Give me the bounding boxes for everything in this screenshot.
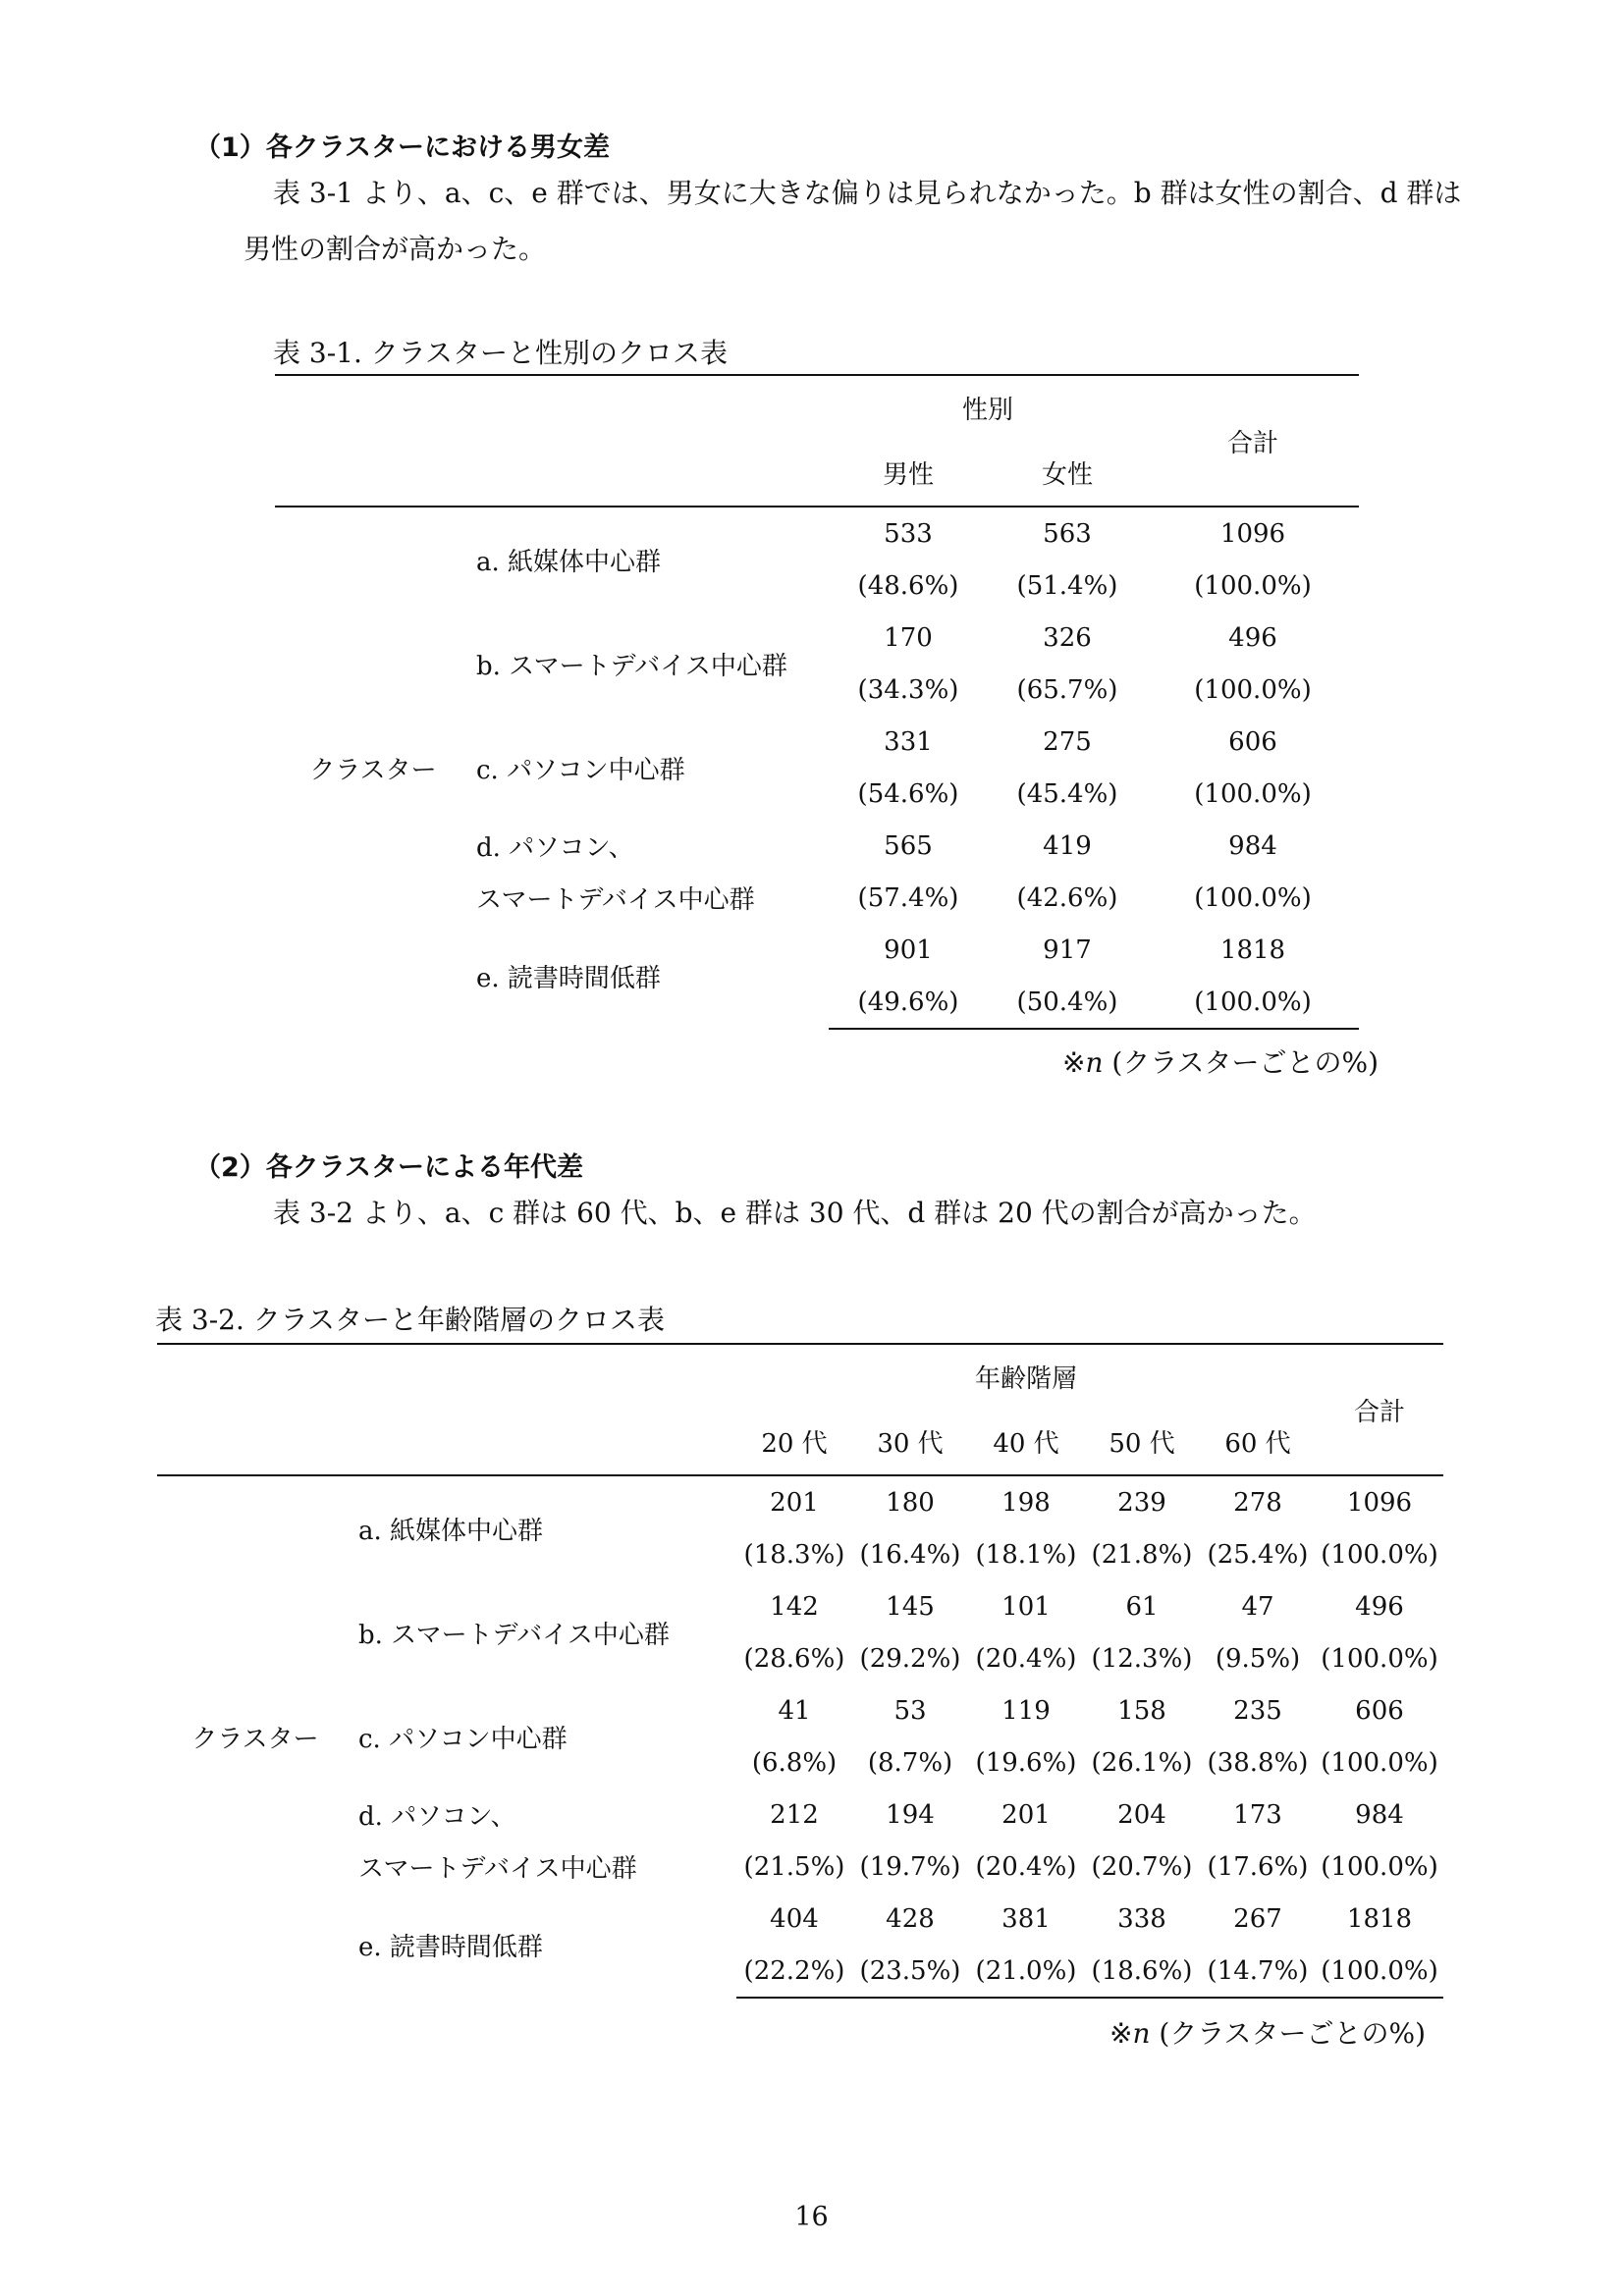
table1-cell-pct: (51.4%) xyxy=(1016,570,1118,601)
table2-cell-count: 267 xyxy=(1233,1903,1282,1934)
table2-cell-pct: (18.6%) xyxy=(1084,1945,1200,1998)
section1-heading: （1）各クラスターにおける男女差 xyxy=(194,133,610,163)
table2-cell-pct: (25.4%) xyxy=(1207,1539,1309,1570)
table2-cell-count: 145 xyxy=(886,1591,935,1622)
table2-cell-pct: (22.2%) xyxy=(736,1945,852,1998)
table2-cell-pct: (28.6%) xyxy=(743,1643,845,1674)
table1-cell-count: 419 xyxy=(1043,830,1092,861)
table2-col-header: 30 代 xyxy=(852,1408,968,1475)
table2-caption: 表 3-2. クラスターと年齢階層のクロス表 xyxy=(155,1304,665,1336)
table1-cell-pct: (34.3%) xyxy=(857,674,959,705)
table2-cell-count: 235 xyxy=(1233,1695,1282,1726)
table2-age-crosstab xyxy=(157,1343,1443,1999)
table1-cell-pct: (42.6%) xyxy=(1016,882,1118,913)
table1-row-label: e. 読書時間低群 xyxy=(476,964,661,993)
table2-col-header: 60 代 xyxy=(1200,1408,1316,1475)
table2-cell-count: 47 xyxy=(1241,1591,1274,1622)
table2-cell-count: 201 xyxy=(770,1487,819,1518)
table2-cell-count: 1096 xyxy=(1346,1487,1413,1518)
table1-cell-count: 565 xyxy=(884,830,933,861)
table1-row-group-label: クラスター xyxy=(309,756,437,785)
table2-cell-pct: (16.4%) xyxy=(859,1539,961,1570)
table2-cell-pct: (20.4%) xyxy=(975,1851,1077,1882)
table2-cell-count: 984 xyxy=(1355,1799,1404,1830)
table2-cell-pct: (20.4%) xyxy=(975,1643,1077,1674)
table2-cell-count: 278 xyxy=(1233,1487,1282,1518)
table2-cell-pct: (18.3%) xyxy=(743,1539,845,1570)
table2-cell-count: 142 xyxy=(770,1591,819,1622)
section2-paragraph-line1: 表 3-2 より、a、c 群は 60 代、b、e 群は 30 代、d 群は 20 代の割合が高かった。 xyxy=(273,1197,1317,1229)
table2-cell-pct: (100.0%) xyxy=(1321,1539,1438,1570)
table2-cell-pct: (6.8%) xyxy=(751,1747,838,1778)
table2-cell-count: 41 xyxy=(778,1695,811,1726)
table1-row-label-cont: スマートデバイス中心群 xyxy=(476,885,755,915)
table1-cell-count: 563 xyxy=(1043,518,1092,549)
table2-col-header: 50 代 xyxy=(1084,1408,1200,1475)
table1-cell-count: 901 xyxy=(884,934,933,965)
table2-cell-count: 180 xyxy=(886,1487,935,1518)
table1-row-label: c. パソコン中心群 xyxy=(476,755,685,785)
table2-cell-pct: (23.5%) xyxy=(852,1945,968,1998)
table1-row-label: d. パソコン、 xyxy=(476,833,634,863)
table1-cell-pct: (54.6%) xyxy=(857,778,959,809)
page-number: 16 xyxy=(794,2202,829,2232)
table2-cell-count: 173 xyxy=(1233,1799,1282,1830)
table2-cell-count: 1818 xyxy=(1346,1903,1413,1934)
table2-cell-pct: (14.7%) xyxy=(1200,1945,1316,1998)
table1-cell-pct: (49.6%) xyxy=(829,976,988,1029)
section1-paragraph-line1: 表 3-1 より、a、c、e 群では、男女に大きな偏りは見られなかった。b 群は女性の割合、d 群は xyxy=(273,177,1462,209)
table2-cell-pct: (18.1%) xyxy=(975,1539,1077,1570)
table2-cell-pct: (8.7%) xyxy=(867,1747,953,1778)
table2-row-group-label: クラスター xyxy=(191,1725,319,1754)
table1-group-header: 性別 xyxy=(961,395,1013,425)
table1-gender-crosstab xyxy=(275,374,1359,1030)
table2-cell-pct: (29.2%) xyxy=(859,1643,961,1674)
table2-cell-pct: (12.3%) xyxy=(1091,1643,1193,1674)
table2-cell-count: 201 xyxy=(1001,1799,1051,1830)
table1-cell-pct: (48.6%) xyxy=(857,570,959,601)
table2-cell-count: 61 xyxy=(1125,1591,1159,1622)
table1-row-label: a. 紙媒体中心群 xyxy=(476,547,662,577)
table2-cell-count: 53 xyxy=(893,1695,927,1726)
table1-cell-pct: (50.4%) xyxy=(988,976,1147,1029)
table2-cell-pct: (38.8%) xyxy=(1207,1747,1309,1778)
table1-caption: 表 3-1. クラスターと性別のクロス表 xyxy=(273,337,728,369)
table1-cell-count: 1818 xyxy=(1219,934,1286,965)
table1-cell-count: 496 xyxy=(1228,622,1277,653)
table1-cell-count: 606 xyxy=(1228,726,1277,757)
table1-cell-count: 170 xyxy=(884,622,933,653)
table2-row-label: e. 読書時間低群 xyxy=(358,1933,543,1962)
table2-cell-pct: (21.0%) xyxy=(968,1945,1084,1998)
table1-cell-pct: (57.4%) xyxy=(857,882,959,913)
table1-note: ※n (クラスターごとの%) xyxy=(1062,1046,1380,1079)
table2-cell-pct: (26.1%) xyxy=(1091,1747,1193,1778)
table2-cell-count: 428 xyxy=(886,1903,935,1934)
table2-group-header: 年齢階層 xyxy=(974,1363,1077,1394)
table2-cell-count: 381 xyxy=(1001,1903,1051,1934)
table2-total-header: 合計 xyxy=(1316,1344,1443,1475)
table2-col-header: 40 代 xyxy=(968,1408,1084,1475)
table2-cell-count: 204 xyxy=(1117,1799,1166,1830)
table2-cell-pct: (9.5%) xyxy=(1215,1643,1301,1674)
table2-cell-pct: (17.6%) xyxy=(1207,1851,1309,1882)
table1-cell-count: 275 xyxy=(1043,726,1092,757)
table1-total-header: 合計 xyxy=(1147,375,1359,507)
table1-cell-pct: (100.0%) xyxy=(1194,778,1312,809)
table2-cell-count: 198 xyxy=(1001,1487,1051,1518)
table1-cell-count: 326 xyxy=(1043,622,1092,653)
table2-row-label: d. パソコン、 xyxy=(358,1802,516,1832)
table1-cell-count: 331 xyxy=(884,726,933,757)
table1-cell-count: 1096 xyxy=(1219,518,1286,549)
table2-row-label: b. スマートデバイス中心群 xyxy=(358,1620,670,1650)
table2-note: ※n (クラスターごとの%) xyxy=(1109,2017,1427,2050)
table2-cell-pct: (100.0%) xyxy=(1321,1643,1438,1674)
table1-cell-count: 533 xyxy=(884,518,933,549)
table2-cell-pct: (100.0%) xyxy=(1321,1851,1438,1882)
table1-col-header: 女性 xyxy=(988,439,1147,507)
table1-cell-pct: (45.4%) xyxy=(1016,778,1118,809)
table2-row-label: c. パソコン中心群 xyxy=(358,1724,568,1754)
table1-cell-pct: (65.7%) xyxy=(1016,674,1118,705)
table2-cell-pct: (21.8%) xyxy=(1091,1539,1193,1570)
section1-paragraph-line2: 男性の割合が高かった。 xyxy=(243,233,547,265)
table2-col-header: 20 代 xyxy=(736,1408,852,1475)
table1-cell-count: 917 xyxy=(1043,934,1092,965)
table1-cell-count: 984 xyxy=(1228,830,1277,861)
table2-cell-count: 496 xyxy=(1355,1591,1404,1622)
table2-cell-count: 239 xyxy=(1117,1487,1166,1518)
table2-cell-pct: (100.0%) xyxy=(1316,1945,1443,1998)
table2-cell-pct: (100.0%) xyxy=(1321,1747,1438,1778)
table2-cell-pct: (21.5%) xyxy=(743,1851,845,1882)
table2-row-label: a. 紙媒体中心群 xyxy=(358,1516,544,1546)
table2-cell-count: 101 xyxy=(1001,1591,1051,1622)
table1-cell-pct: (100.0%) xyxy=(1194,674,1312,705)
table2-cell-count: 606 xyxy=(1355,1695,1404,1726)
table1-cell-pct: (100.0%) xyxy=(1194,882,1312,913)
table2-cell-count: 194 xyxy=(886,1799,935,1830)
table1-col-header: 男性 xyxy=(829,439,988,507)
table2-cell-pct: (19.7%) xyxy=(859,1851,961,1882)
table2-cell-pct: (19.6%) xyxy=(975,1747,1077,1778)
table2-cell-count: 338 xyxy=(1117,1903,1166,1934)
table2-cell-pct: (20.7%) xyxy=(1091,1851,1193,1882)
table1-cell-pct: (100.0%) xyxy=(1194,570,1312,601)
table2-cell-count: 119 xyxy=(1001,1695,1051,1726)
table2-cell-count: 404 xyxy=(770,1903,819,1934)
table2-cell-count: 212 xyxy=(770,1799,819,1830)
table1-cell-pct: (100.0%) xyxy=(1147,976,1359,1029)
table2-cell-count: 158 xyxy=(1117,1695,1166,1726)
section2-heading: （2）各クラスターによる年代差 xyxy=(194,1152,583,1183)
table2-row-label-cont: スマートデバイス中心群 xyxy=(358,1854,637,1884)
table1-row-label: b. スマートデバイス中心群 xyxy=(476,651,787,681)
